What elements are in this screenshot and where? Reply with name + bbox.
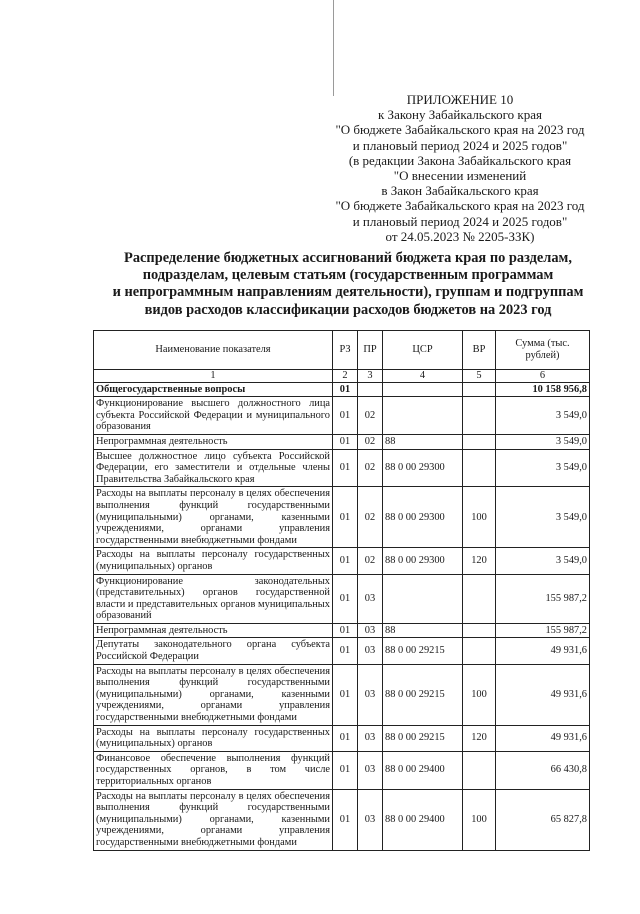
table-row: [94, 548, 590, 574]
row-vr-cell: [463, 623, 496, 638]
appendix-line: и плановый период 2024 и 2025 годов": [352, 137, 568, 153]
row-name-cell: Расходы на выплаты персоналу в целях обеспечения выполнения функций государственными (муниципальными) органами, казенными учреждениями, органами управления государственными внебюджетными фондами: [94, 487, 333, 548]
row-sum-cell: 49 931,6: [496, 725, 590, 751]
row-name-cell: Финансовое обеспечение выполнения функций государственных органов, в том числе территориальных органов: [94, 751, 333, 789]
row-rz-cell: 01: [333, 664, 358, 725]
row-sum-cell: 3 549,0: [496, 487, 590, 548]
page-margin: [0, 880, 640, 914]
row-name-cell: Депутаты законодательного органа субъекта Российской Федерации: [94, 638, 333, 664]
row-csr-cell: 88 0 00 29300: [383, 487, 463, 548]
row-pr-cell: 03: [358, 751, 383, 789]
row-sum-cell: 65 827,8: [496, 789, 590, 850]
document-title: [108, 250, 588, 319]
row-rz-cell: 01: [333, 725, 358, 751]
column-index-row: [94, 370, 590, 383]
row-pr-cell: 02: [358, 434, 383, 449]
table-row: [94, 574, 590, 623]
table-row: [94, 449, 590, 487]
row-vr-cell: 100: [463, 487, 496, 548]
table-row: [94, 397, 590, 435]
row-pr-cell: 03: [358, 725, 383, 751]
table-row: [94, 638, 590, 664]
table-row: [94, 623, 590, 638]
row-csr-cell: 88 0 00 29215: [383, 725, 463, 751]
row-name-cell: Высшее должностное лицо субъекта Российской Федерации, его заместители и отдельные члены Правительства Забайкальского края: [94, 449, 333, 487]
row-csr-cell: 88 0 00 29400: [383, 751, 463, 789]
row-rz-cell: 01: [333, 548, 358, 574]
row-rz-cell: 01: [333, 638, 358, 664]
index-cell: 6: [496, 370, 590, 383]
header-name: Наименование показателя: [94, 331, 333, 370]
row-csr-cell: [383, 397, 463, 435]
row-vr-cell: 100: [463, 789, 496, 850]
row-vr-cell: [463, 449, 496, 487]
index-cell: 2: [333, 370, 358, 383]
index-cell: 3: [358, 370, 383, 383]
title-line: и непрограммным направлениям деятельности), группам и подгруппам: [112, 284, 584, 301]
appendix-line: от 24.05.2023 № 2205-ЗЗК): [385, 228, 535, 244]
row-rz-cell: 01: [333, 397, 358, 435]
table-row: [94, 382, 590, 397]
row-pr-cell: 03: [358, 638, 383, 664]
row-pr-cell: 03: [358, 789, 383, 850]
row-vr-cell: [463, 574, 496, 623]
row-csr-cell: [383, 574, 463, 623]
row-csr-cell: [383, 382, 463, 397]
row-vr-cell: [463, 397, 496, 435]
row-pr-cell: 02: [358, 548, 383, 574]
row-pr-cell: 02: [358, 487, 383, 548]
row-name-cell: Функционирование высшего должностного лица субъекта Российской Федерации и муниципального образования: [94, 397, 333, 435]
row-name-cell: Расходы на выплаты персоналу государственных (муниципальных) органов: [94, 548, 333, 574]
row-vr-cell: [463, 434, 496, 449]
margin-line: [333, 0, 334, 96]
row-sum-cell: 10 158 956,8: [496, 382, 590, 397]
row-sum-cell: 49 931,6: [496, 664, 590, 725]
row-rz-cell: 01: [333, 574, 358, 623]
index-cell: 4: [383, 370, 463, 383]
row-pr-cell: 03: [358, 574, 383, 623]
row-sum-cell: 3 549,0: [496, 397, 590, 435]
row-rz-cell: 01: [333, 789, 358, 850]
row-rz-cell: 01: [333, 487, 358, 548]
row-name-cell: Функционирование законодательных (представительных) органов государственной власти и представительных органов муниципальных образований: [94, 574, 333, 623]
header-rz: РЗ: [333, 331, 358, 370]
row-csr-cell: 88: [383, 623, 463, 638]
table-header-row: [94, 331, 590, 370]
appendix-line: к Закону Забайкальского края: [377, 107, 542, 123]
row-csr-cell: 88: [383, 434, 463, 449]
row-name-cell: Общегосударственные вопросы: [94, 382, 333, 397]
table-row: [94, 487, 590, 548]
title-line: подразделам, целевым статьям (государственным программам: [142, 267, 554, 284]
appendix-line: (в редакции Закона Забайкальского края: [348, 152, 572, 168]
row-csr-cell: 88 0 00 29300: [383, 449, 463, 487]
row-vr-cell: [463, 751, 496, 789]
row-sum-cell: 3 549,0: [496, 548, 590, 574]
row-sum-cell: 155 987,2: [496, 574, 590, 623]
row-rz-cell: 01: [333, 449, 358, 487]
row-csr-cell: 88 0 00 29215: [383, 638, 463, 664]
row-pr-cell: 02: [358, 449, 383, 487]
table-row: [94, 434, 590, 449]
appendix-line: "О бюджете Забайкальского края на 2023 год: [335, 122, 585, 138]
row-csr-cell: 88 0 00 29215: [383, 664, 463, 725]
row-name-cell: Расходы на выплаты персоналу в целях обеспечения выполнения функций государственными (муниципальными) органами, казенными учреждениями, органами управления государственными внебюджетными фондами: [94, 789, 333, 850]
row-rz-cell: 01: [333, 623, 358, 638]
appendix-line: ПРИЛОЖЕНИЕ 10: [406, 92, 514, 107]
header-sum: Сумма (тыс. рублей): [496, 331, 590, 370]
row-rz-cell: 01: [333, 382, 358, 397]
table-row: [94, 725, 590, 751]
row-pr-cell: [358, 382, 383, 397]
row-sum-cell: 3 549,0: [496, 434, 590, 449]
row-name-cell: Расходы на выплаты персоналу государственных (муниципальных) органов: [94, 725, 333, 751]
row-name-cell: Расходы на выплаты персоналу в целях обеспечения выполнения функций государственными (муниципальными) органами, казенными учреждениями, органами управления государственными внебюджетными фондами: [94, 664, 333, 725]
appendix-line: в Закон Забайкальского края: [381, 183, 539, 199]
row-sum-cell: 66 430,8: [496, 751, 590, 789]
row-rz-cell: 01: [333, 434, 358, 449]
index-cell: 5: [463, 370, 496, 383]
row-sum-cell: 155 987,2: [496, 623, 590, 638]
row-vr-cell: 100: [463, 664, 496, 725]
row-name-cell: Непрограммная деятельность: [94, 434, 333, 449]
appendix-line: и плановый период 2024 и 2025 годов": [352, 213, 568, 229]
table-row: [94, 751, 590, 789]
row-vr-cell: [463, 382, 496, 397]
table-row: [94, 664, 590, 725]
row-sum-cell: 3 549,0: [496, 449, 590, 487]
row-pr-cell: 03: [358, 664, 383, 725]
header-csr: ЦСР: [383, 331, 463, 370]
row-vr-cell: 120: [463, 725, 496, 751]
row-rz-cell: 01: [333, 751, 358, 789]
title-line: видов расходов классификации расходов бюджетов на 2023 год: [144, 301, 552, 318]
row-pr-cell: 03: [358, 623, 383, 638]
header-pr: ПР: [358, 331, 383, 370]
budget-table: [93, 330, 590, 851]
row-csr-cell: 88 0 00 29300: [383, 548, 463, 574]
table-row: [94, 789, 590, 850]
title-line: Распределение бюджетных ассигнований бюджета края по разделам,: [124, 250, 572, 266]
row-name-cell: Непрограммная деятельность: [94, 623, 333, 638]
index-cell: 1: [94, 370, 333, 383]
appendix-header: [330, 92, 590, 244]
appendix-line: "О бюджете Забайкальского края на 2023 год: [335, 198, 585, 214]
row-csr-cell: 88 0 00 29400: [383, 789, 463, 850]
row-sum-cell: 49 931,6: [496, 638, 590, 664]
row-pr-cell: 02: [358, 397, 383, 435]
row-vr-cell: [463, 638, 496, 664]
header-vr: ВР: [463, 331, 496, 370]
appendix-line: "О внесении изменений: [393, 168, 527, 184]
row-vr-cell: 120: [463, 548, 496, 574]
